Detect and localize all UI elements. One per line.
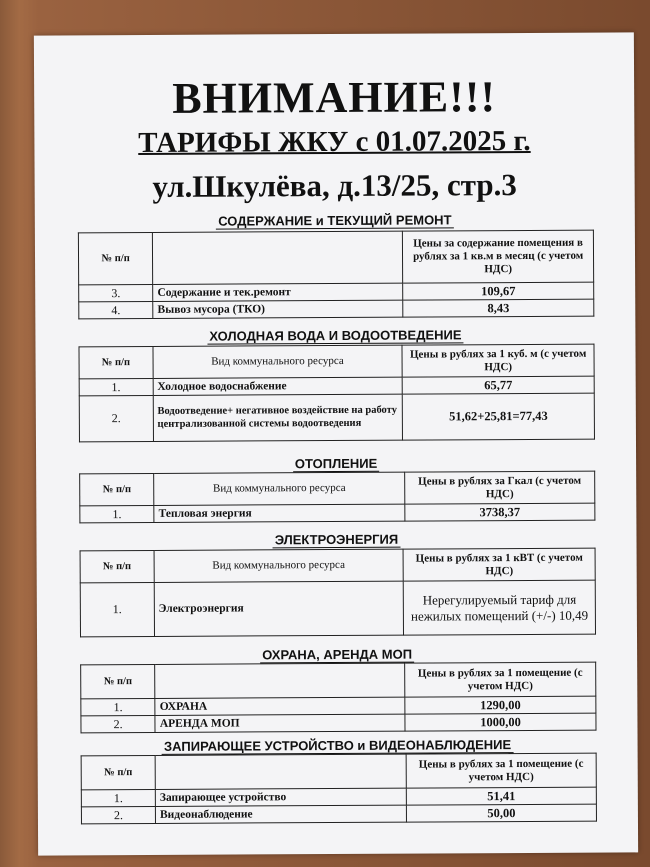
table-security [80,662,596,734]
col-header-price: Цены в рублях за 1 куб. м (с учетом НДС) [402,344,594,377]
notice-address: ул.Шкулёва, д.13/25, стр.3 [152,167,517,204]
table-locks-video [81,753,597,825]
section-heading-security: ОХРАНА, АРЕНДА МОП [37,645,637,663]
col-header-resource: Вид коммунального ресурса [153,345,403,378]
table-row: 1. Электроэнергия Нерегулируемый тариф для нежилых помещений (+/-) 10,49 [80,580,595,637]
col-header-resource: Вид коммунального ресурса [154,472,405,505]
table-row: 4. Вывоз мусора (ТКО) 8,43 [79,299,594,319]
col-header-price: Цены за содержание помещения в рублях за 1 кв.м в месяц (с учетом НДС) [403,230,594,283]
section-heading-electricity: ЭЛЕКТРОЭНЕРГИЯ [36,530,636,548]
section-heading-water: ХОЛОДНАЯ ВОДА И ВОДООТВЕДЕНИЕ [35,326,635,344]
section-heading-locks-video: ЗАПИРАЮЩЕЕ УСТРОЙСТВО и ВИДЕОНАБЛЮДЕНИЕ [38,736,638,754]
table-row: 1. ОХРАНА 1290,00 [81,696,596,716]
table-row: 2. Водоотведение+ негативное воздействие на работу централизованной системы водоотведения 51,62+25,81=77,43 [79,393,594,442]
col-header-resource [153,231,403,284]
notice-subtitle: ТАРИФЫ ЖКУ с 01.07.2025 г. [138,124,531,160]
table-electricity [80,548,596,638]
col-header-price: Цены в рублях за 1 кВТ (с учетом НДС) [403,548,595,581]
col-header-num: № п/п [81,664,156,698]
table-water [78,344,594,443]
col-header-num: № п/п [80,473,154,505]
col-header-price: Цены в рублях за Гкал (с учетом НДС) [405,471,595,504]
col-header-num: № п/п [80,550,154,582]
col-header-num: № п/п [78,232,153,284]
table-row: 2. Видеонаблюдение 50,00 [81,804,596,824]
col-header-price: Цены в рублях за 1 помещение (с учетом НДС) [405,662,596,697]
col-header-resource [155,663,405,698]
notice-sheet [34,32,638,855]
table-row: 1. Тепловая энергия 3738,37 [80,503,595,523]
section-heading-maintenance: СОДЕРЖАНИЕ и ТЕКУЩИЙ РЕМОНТ [35,211,635,229]
col-header-num: № п/п [79,346,153,378]
table-heating [79,471,595,524]
notice-title: ВНИМАНИЕ!!! [172,72,497,123]
col-header-resource: Вид коммунального ресурса [154,549,404,582]
table-row: 2. АРЕНДА МОП 1000,00 [81,713,596,733]
table-row: 3. Содержание и тек.ремонт 109,67 [79,282,594,302]
col-header-price: Цены в рублях за 1 помещение (с учетом НДС) [406,753,596,788]
col-header-resource [155,754,406,789]
table-row: 1. Запирающее устройство 51,41 [81,787,596,807]
table-row: 1. Холодное водоснабжение 65,77 [79,376,594,396]
table-maintenance [78,230,594,320]
section-heading-heating: ОТОПЛЕНИЕ [36,454,636,472]
col-header-num: № п/п [81,755,155,789]
